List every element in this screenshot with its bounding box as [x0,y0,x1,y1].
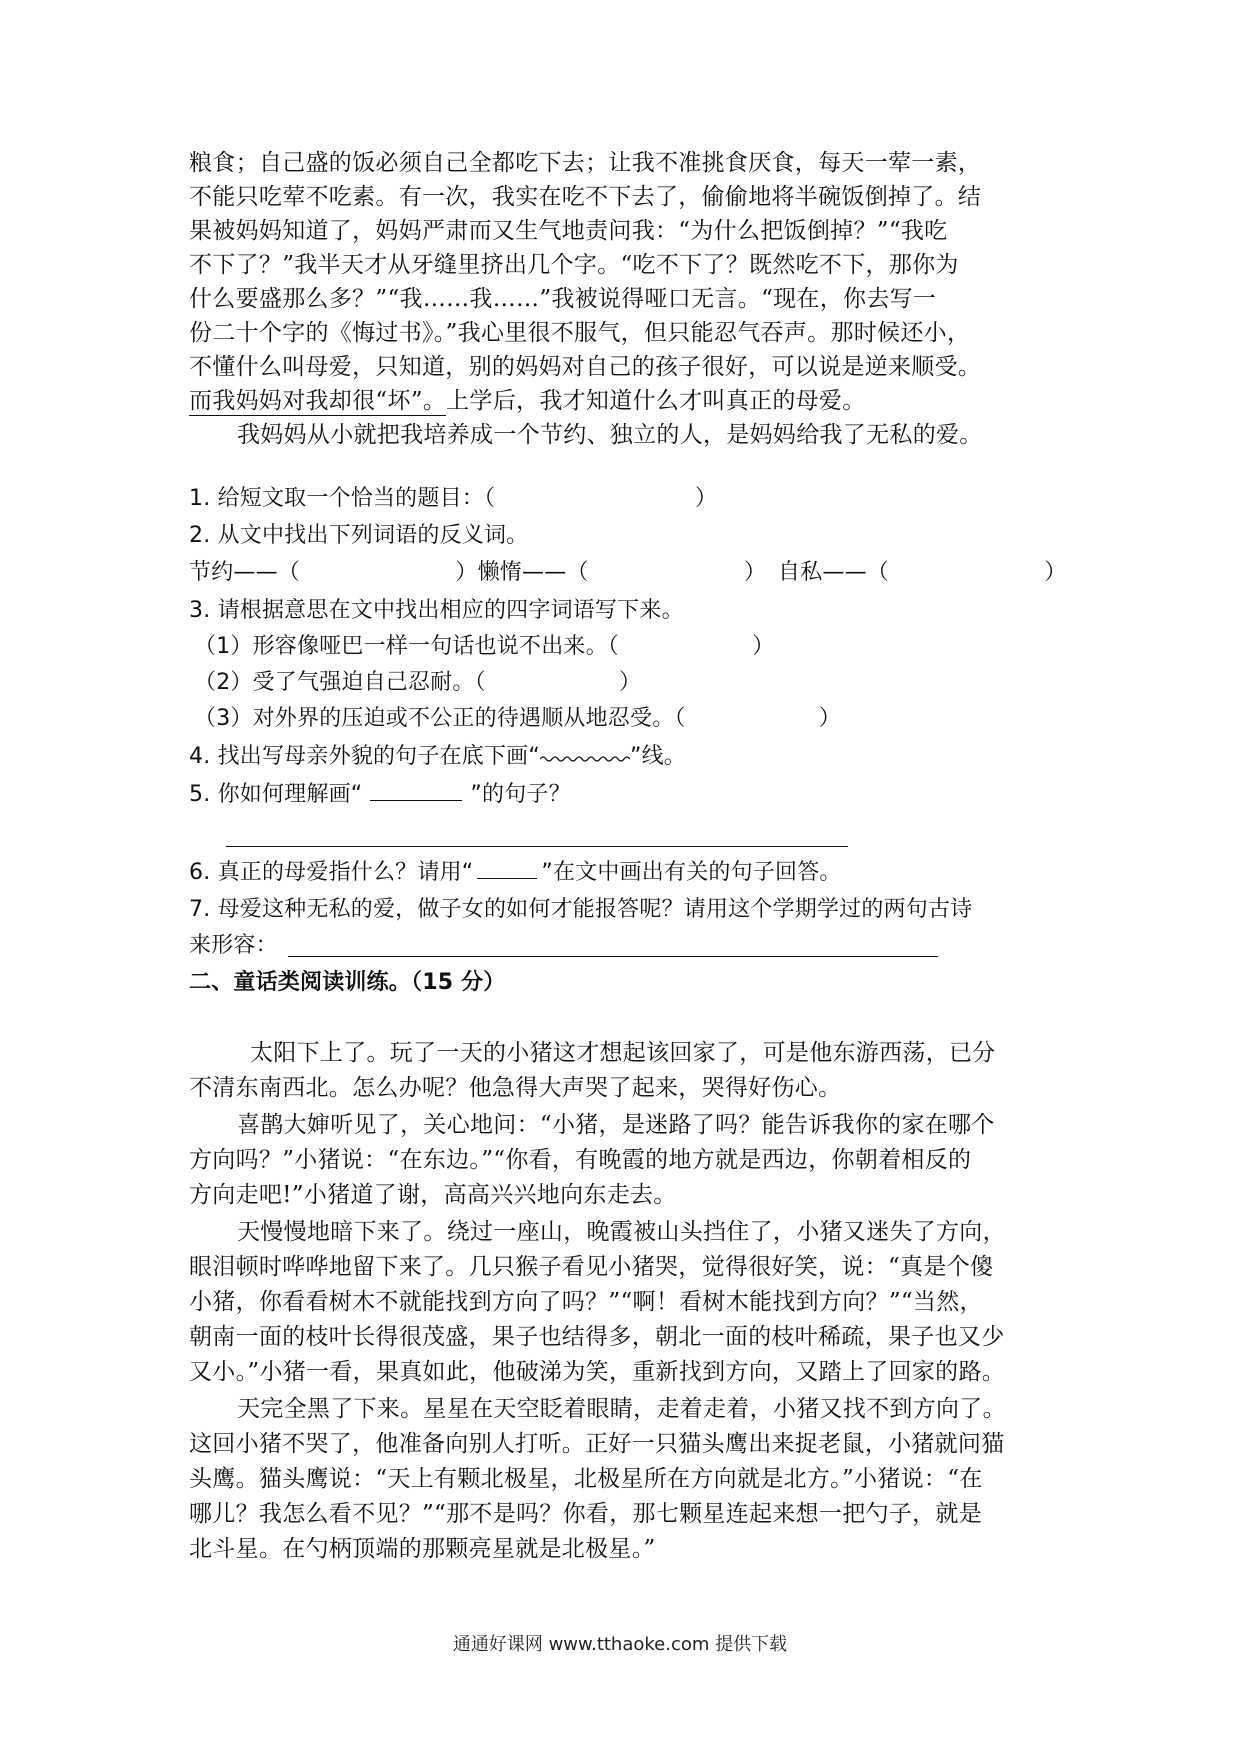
question-2-antonyms: 节约——（ ）懒惰——（ ） [189,560,767,585]
passage-line: 粮食；自己盛的饭必须自己全都吃下去；让我不准挑食厌食，每天一荤一素， [189,150,982,176]
passage-line: 不懂什么叫母爱，只知道，别的妈妈对自己的孩子很好，可以说是逆来顺受。 [189,354,982,380]
passage-line [189,386,866,416]
question-6-text: 6. 真正的母爱指什么？请用“ [189,860,474,885]
question-4-text-end: ”线。 [629,744,686,769]
passage-line: 份二十个字的《悔过书》。”我心里很不服气，但只能忍气吞声。那时候还小， [189,320,971,346]
answer-line-5[interactable] [226,846,848,847]
passage-line: 北斗星。在勺柄顶端的那颗亮星就是北极星。” [189,1536,656,1562]
question-6-text-end: ”在文中画出有关的句子回答。 [541,860,842,885]
wavy-line-icon [540,749,630,763]
question-5-text-end: ”的句子？ [470,782,571,807]
passage-line: 太阳下上了。玩了一天的小猪这才想起该回家了，可是他东游西荡，已分 [250,1040,996,1066]
question-7-answer-row [189,931,278,961]
question-5-text: 5. 你如何理解画“ [189,782,363,807]
final-paragraph: 我妈妈从小就把我培养成一个节约、独立的人，是妈妈给我了无私的爱。 [237,422,983,448]
page-footer: 通通好课网 www.tthaoke.com 提供下载 [452,1634,788,1655]
passage-line: 天慢慢地暗下来了。绕过一座山，晚霞被山头挡住了，小猪又迷失了方向， [237,1219,1006,1245]
straight-line-mark [370,780,462,801]
passage-line: 果被妈妈知道了，妈妈严肃而又生气地责问我：“为什么把饭倒掉？”“我吃 [189,218,948,244]
question-3-2: （2）受了气强迫自己忍耐。（ ） [194,670,642,695]
passage-line: 不清东南西北。怎么办呢？他急得大声哭了起来，哭得好伤心。 [189,1075,842,1101]
question-3-1: （1）形容像哑巴一样一句话也说不出来。（ ） [194,634,775,659]
answer-line-7[interactable] [288,956,938,957]
passage-line: 这回小猪不哭了，他准备向别人打听。正好一只猫头鹰出来捉老鼠，小猪就问猫 [189,1431,1005,1457]
question-7: 7. 母爱这种无私的爱，做子女的如何才能报答呢？请用这个学期学过的两句古诗 [189,897,973,922]
straight-line-mark [477,858,537,879]
question-2-antonym-selfish: 自私——（ ） [778,560,1067,585]
passage-line: 头鹰。猫头鹰说：“天上有颗北极星，北极星所在方向就是北方。”小猪说：“在 [189,1466,983,1492]
passage-line: 天完全黑了下来。星星在天空眨着眼睛，走着走着，小猪又找不到方向了。 [237,1396,1006,1422]
passage-line: 小猪，你看看树木不就能找到方向了吗？”“啊！看树木能找到方向？”“当然， [189,1289,983,1315]
passage-line: 朝南一面的枝叶长得很茂盛，果子也结得多，朝北一面的枝叶稀疏，果子也又少 [189,1324,1005,1350]
passage-line: 什么要盛那么多？”“我……我……”我被说得哑口无言。“现在，你去写一 [189,286,937,312]
question-3: 3. 请根据意思在文中找出相应的四字词语写下来。 [189,598,684,623]
passage-line: 哪儿？我怎么看不见？”“那不是吗？你看，那七颗星连起来想一把勺子，就是 [189,1501,983,1527]
passage-line: 又小。”小猪一看，果真如此，他破涕为笑，重新找到方向，又踏上了回家的路。 [189,1359,1006,1385]
question-2: 2. 从文中找出下列词语的反义词。 [189,523,529,548]
passage-line: 喜鹊大婶听见了，关心地问：“小猪，是迷路了吗？能告诉我你的家在哪个 [237,1112,995,1138]
question-3-3: （3）对外界的压迫或不公正的待遇顺从地忍受。（ ） [194,706,841,731]
question-4-text: 4. 找出写母亲外貌的句子在底下画“ [189,744,540,769]
passage-line: 不能只吃荤不吃素。有一次，我实在吃不下去了，偷偷地将半碗饭倒掉了。结 [189,184,982,210]
passage-line: 方向走吧!”小猪道了谢，高高兴兴地向东走去。 [189,1182,677,1208]
passage-line: 不下了？”我半天才从牙缝里挤出几个字。“吃不下了？既然吃不下，那你为 [189,252,959,278]
question-5 [189,780,571,810]
section-2-title: 二、童话类阅读训练。（15 分） [189,970,506,995]
question-6 [189,858,842,888]
underlined-sentence: 而我妈妈对我却很“坏”。 [189,388,447,414]
passage-text: 上学后，我才知道什么才叫真正的母爱。 [446,388,866,414]
question-1: 1. 给短文取一个恰当的题目：（ ） [189,486,718,511]
passage-line: 眼泪顿时哗哗地留下来了。几只猴子看见小猪哭，觉得很好笑，说：“真是个傻 [189,1254,994,1280]
question-7-text: 来形容： [189,933,278,958]
question-4 [189,742,686,772]
passage-line: 方向吗？”小猪说：“在东边。”“你看，有晚霞的地方就是西边，你朝着相反的 [189,1147,972,1173]
